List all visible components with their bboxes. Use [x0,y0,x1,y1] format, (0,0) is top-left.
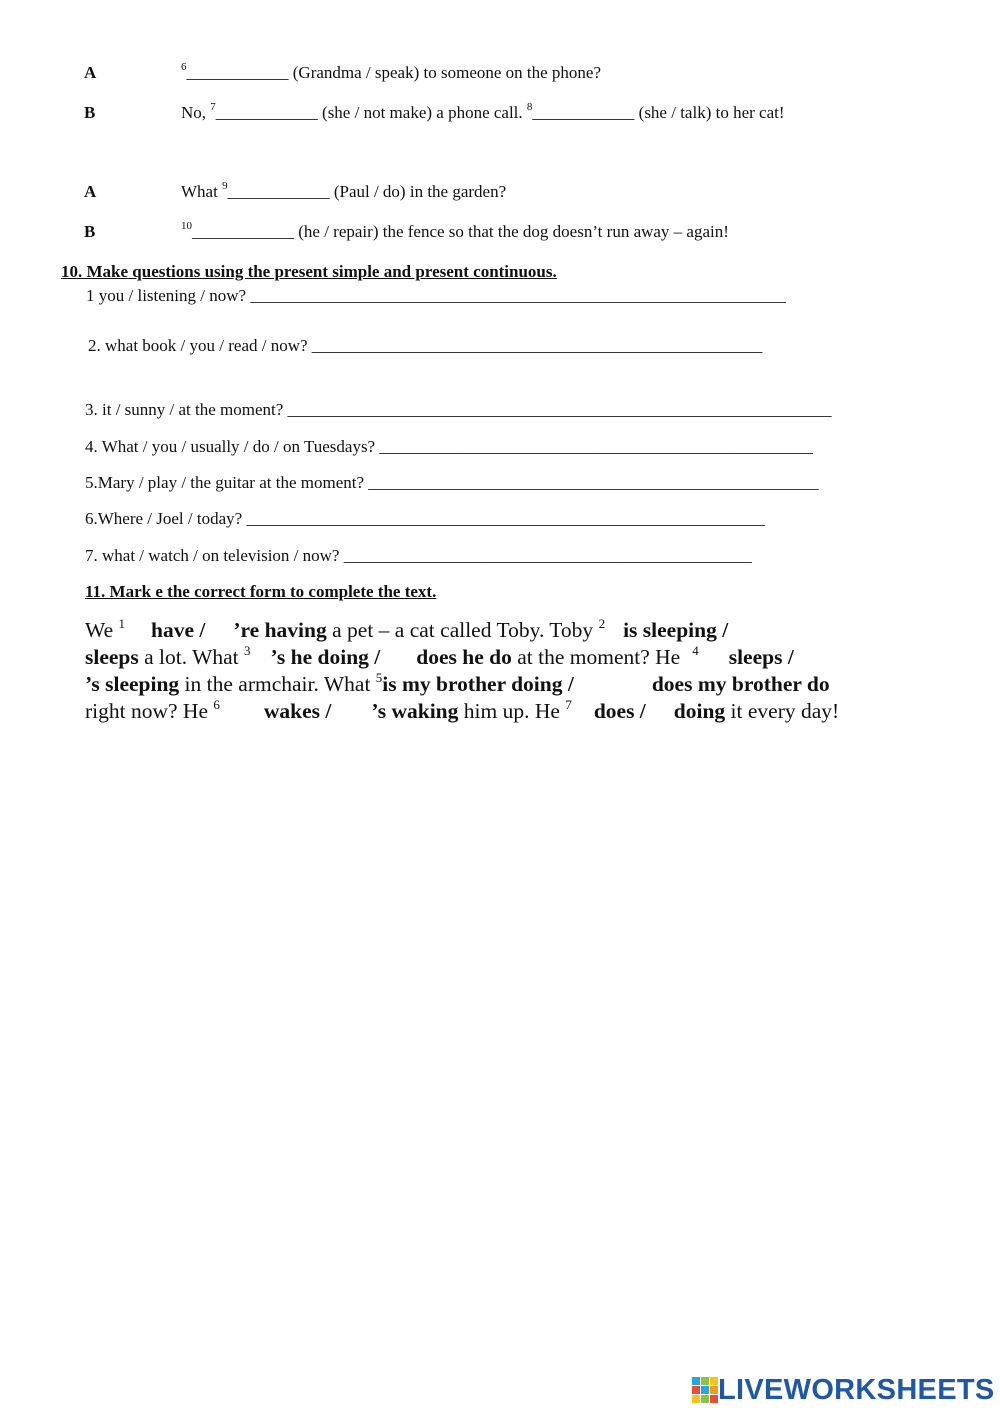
story-text: him up. He [463,699,560,723]
question-4[interactable]: 4. What / you / usually / do / on Tuesdays? ___________________________________________________ [85,437,813,456]
story-line-2 [85,645,794,670]
story-text: a lot. What [144,645,239,669]
speaker-b-2: B [84,222,96,241]
item-number: 7 [210,101,216,113]
option-1a[interactable]: have / [151,618,206,642]
question-6[interactable]: 6.Where / Joel / today? _____________________________________________________________ [85,509,765,528]
option-6a[interactable]: wakes / [263,699,332,723]
option-5b[interactable]: does my brother do [651,672,830,696]
item-number: 9 [222,180,228,192]
option-7a[interactable]: does / [593,699,646,723]
item-number: 7 [565,697,572,712]
dialogue-text: ____________ (he / repair) the fence so that the dog doesn’t run away – again! [192,222,729,241]
story-text: it every day! [730,699,840,723]
option-4b[interactable]: ’s sleeping [85,672,180,696]
question-1[interactable]: 1 you / listening / now? _______________________________________________________________ [86,286,786,305]
item-number: 6 [181,61,187,73]
option-2b[interactable]: sleeps [85,645,139,669]
dialogue-line-10 [181,222,729,242]
story-line-1 [85,618,728,643]
story-line-4 [85,699,839,724]
speaker-a-2: A [84,182,97,201]
story-text: at the moment? He [517,645,681,669]
item-number: 5 [375,670,383,685]
option-1b[interactable]: ’re having [233,618,327,642]
option-3b[interactable]: does he do [416,645,512,669]
question-3[interactable]: 3. it / sunny / at the moment? ________________________________________________________________ [85,400,832,419]
item-number: 6 [213,697,220,712]
option-5a[interactable]: is my brother doing / [382,672,574,696]
item-number: 10 [181,220,192,232]
section-10-heading: 10. Make questions using the present simple and present continuous. [61,262,557,281]
dialogue-pre: What [181,182,218,201]
option-2a[interactable]: is sleeping / [623,618,729,642]
liveworksheets-logo-icon [692,1377,718,1403]
option-7b[interactable]: doing [673,699,726,723]
story-text: We [85,618,114,642]
dialogue-text: ____________ (Grandma / speak) to someone on the phone? [186,63,602,82]
dialogue-line-7-8 [181,103,785,123]
item-number: 3 [244,643,251,658]
dialogue-text-2: ____________ (she / talk) to her cat! [532,103,785,122]
item-number: 1 [118,616,125,631]
story-text: a pet – a cat called Toby. Toby [332,618,594,642]
liveworksheets-logo [692,1375,995,1405]
item-number: 2 [598,616,606,631]
option-4a[interactable]: sleeps / [728,645,794,669]
question-7[interactable]: 7. what / watch / on television / now? ________________________________________________ [85,546,752,565]
speaker-a-1: A [84,63,97,82]
option-3a[interactable]: ’s he doing / [270,645,381,669]
logo-text: LIVEWORKSHEETS [718,1373,995,1406]
dialogue-line-9 [181,182,506,202]
section-11-heading: 11. Mark e the correct form to complete the text. [85,582,437,601]
option-6b[interactable]: ’s waking [371,699,459,723]
speaker-b-1: B [84,103,96,122]
item-number: 4 [692,643,699,658]
dialogue-text: ____________ (she / not make) a phone call. [215,103,523,122]
dialogue-line-6 [181,63,601,83]
dialogue-pre: No, [181,103,207,122]
question-2[interactable]: 2. what book / you / read / now? _____________________________________________________ [88,336,763,355]
item-number: 8 [526,101,533,113]
story-text: in the armchair. What [184,672,371,696]
question-5[interactable]: 5.Mary / play / the guitar at the moment? _____________________________________________________ [85,473,819,492]
dialogue-text: ____________ (Paul / do) in the garden? [227,182,507,201]
story-text: right now? He [85,699,208,723]
story-line-3 [85,672,830,697]
